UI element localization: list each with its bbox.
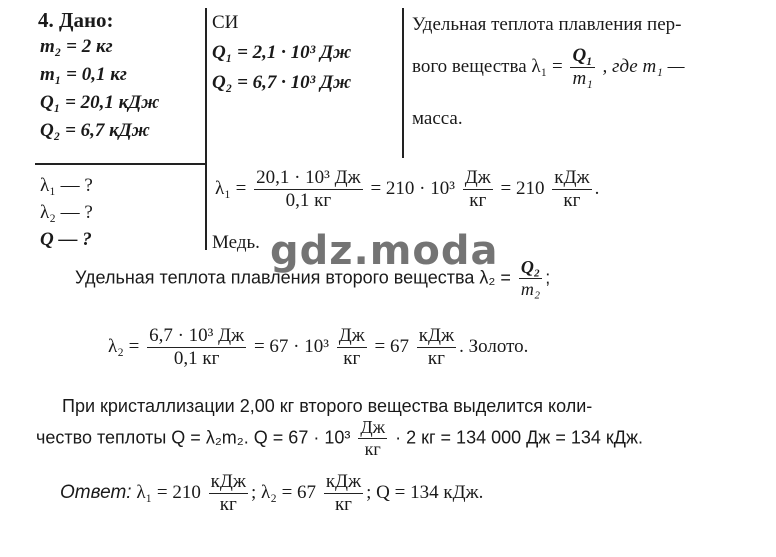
calc1-eq: = 210: [500, 178, 545, 200]
calc1-den: 0,1 кг: [285, 189, 332, 211]
explain-line-3: масса.: [412, 108, 463, 129]
calc2-eq: = 67: [374, 336, 409, 358]
explain-line-2: [412, 46, 684, 90]
crystallization-line-2: [36, 418, 643, 459]
si-title: СИ: [212, 12, 239, 33]
cryst-unit: [358, 418, 387, 459]
calc-lambda1: [215, 168, 599, 212]
calc2-unit2-num: кДж: [418, 325, 455, 346]
calc2-mid: = 67 · 10³: [253, 336, 329, 358]
answer-label: Ответ:: [60, 482, 132, 504]
si-column-divider: [402, 8, 404, 158]
calc1-end: .: [594, 178, 600, 200]
si-line: Q₂ = 6,7 · 10³ Дж: [212, 72, 352, 93]
calc-lambda2: [108, 326, 528, 370]
given-title: 4. Дано:: [38, 8, 114, 32]
calc2-unit1: [337, 326, 367, 370]
calc1-unit1: [463, 168, 493, 212]
answer-unit1-den: кг: [219, 493, 237, 515]
answer-part-1: λ₁ = 210: [136, 482, 201, 504]
calc2-unit2: [417, 326, 456, 370]
calc1-mid: = 210 · 10³: [370, 178, 455, 200]
calc1-lhs: λ₁ =: [215, 178, 247, 200]
answer-part-3: ; Q = 134 кДж.: [366, 482, 484, 504]
given-line: Q₁ = 20,1 кДж: [40, 92, 160, 113]
lambda2-formula-num: Q₂: [520, 257, 541, 277]
answer-unit2-den: кг: [334, 493, 352, 515]
crystallization-line-1: При кристаллизации 2,00 кг второго вещества выделится коли-: [62, 396, 593, 416]
calc2-unit1-den: кг: [343, 347, 361, 369]
answer-line: [60, 472, 483, 516]
answer-unit-1: [209, 472, 248, 516]
explain-line-1: Удельная теплота плавления пер-: [412, 14, 682, 35]
cryst-line2-pre: чество теплоты Q = λ₂m₂. Q = 67 · 10³: [36, 427, 351, 448]
cryst-unit-den: кг: [364, 438, 381, 459]
explain-line-2-prefix: вого вещества λ₁ =: [412, 56, 563, 78]
second-substance-line: [75, 258, 550, 299]
calc2-num: 6,7 · 10³ Дж: [149, 325, 245, 346]
calc1-unit2-den: кг: [563, 189, 581, 211]
lambda1-formula-den: m₁: [572, 67, 593, 89]
lambda1-formula: [570, 46, 594, 90]
calc1-unit1-den: кг: [469, 189, 487, 211]
calc2-unit2-den: кг: [427, 347, 445, 369]
answer-part-2: ; λ₂ = 67: [250, 482, 317, 504]
calc1-num: 20,1 · 10³ Дж: [256, 167, 361, 188]
cryst-line2-post: · 2 кг = 134 000 Дж = 134 кДж.: [395, 427, 644, 448]
lambda1-formula-num: Q₁: [572, 45, 593, 66]
watermark-logo: gdz.moda: [270, 228, 499, 274]
lambda2-formula-den: m₂: [520, 278, 541, 299]
calc2-end: . Золото.: [459, 336, 529, 358]
si-line: Q₁ = 2,1 · 10³ Дж: [212, 42, 352, 63]
calc1-unit1-num: Дж: [464, 167, 491, 188]
metal-answer-1: Медь.: [212, 232, 260, 253]
lambda2-formula: [519, 258, 542, 299]
given-line: Q₂ = 6,7 кДж: [40, 120, 150, 141]
given-line: m₁ = 0,1 кг: [40, 64, 127, 85]
calc1-unit2-num: кДж: [554, 167, 590, 188]
calc1-unit2: [552, 168, 591, 212]
find-line: Q — ?: [40, 229, 92, 250]
answer-unit2-num: кДж: [325, 471, 362, 492]
second-text: Удельная теплота плавления второго вещества λ₂ =: [75, 267, 511, 288]
find-line: λ₁ — ?: [40, 175, 93, 196]
calc1-fraction: [254, 168, 363, 212]
given-line: m₂ = 2 кг: [40, 36, 113, 57]
answer-unit-2: [324, 472, 363, 516]
second-end: ;: [545, 267, 551, 288]
cryst-unit-num: Дж: [360, 417, 386, 437]
calc2-unit1-num: Дж: [338, 325, 365, 346]
calc2-fraction: [147, 326, 246, 370]
calc2-den: 0,1 кг: [173, 347, 220, 369]
explain-line-2-suffix: , где m₁ —: [602, 56, 685, 78]
find-line: λ₂ — ?: [40, 202, 93, 223]
given-find-divider: [35, 163, 205, 165]
calc2-lhs: λ₂ =: [108, 336, 140, 358]
answer-unit1-num: кДж: [210, 471, 246, 492]
given-column-divider: [205, 8, 207, 250]
